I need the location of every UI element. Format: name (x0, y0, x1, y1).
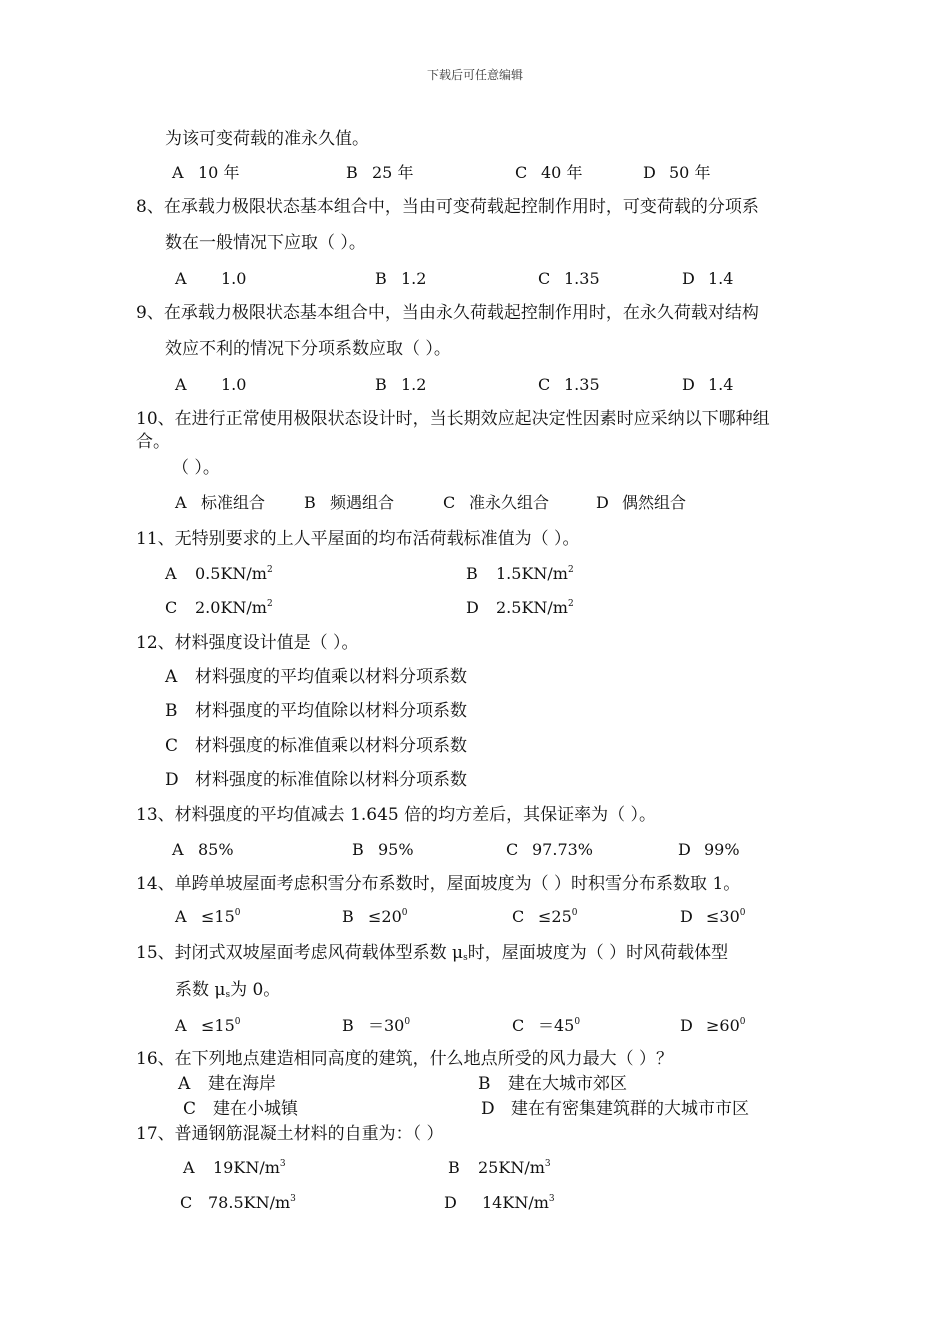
question-8-option-a: A 1.0 (175, 269, 247, 288)
question-12-option-c: C 材料强度的标准值乘以材料分项系数 (165, 736, 467, 756)
question-14-option-b: $B \le 20^0$ (342, 907, 408, 926)
question-10-option-d: D 偶然组合 (596, 493, 687, 512)
question-15-option-b: $B =30^0$ (342, 1016, 411, 1035)
question-15-option-d: $D \ge 60^0$ (680, 1016, 746, 1035)
question-14-option-c: $C \le 25^0$ (512, 907, 578, 926)
question-9-text: 9、在承载力极限状态基本组合中，当由永久荷载起控制作用时，在永久荷载对结构 (136, 303, 759, 323)
question-7-option-c: C 40 年 (515, 163, 583, 182)
question-12-option-b: B 材料强度的平均值除以材料分项系数 (165, 701, 467, 721)
question-11-option-a: A $0.5KN/m^2$ (165, 564, 273, 583)
question-10-text: 10、在进行正常使用极限状态设计时，当长期效应起决定性因素时应采纳以下哪种组 (136, 409, 770, 429)
question-14-option-d: $D \le 30^0$ (680, 907, 746, 926)
question-15-text-2: 系数 $\mu_s$为 0。 (175, 980, 281, 1000)
question-16-option-c: C 建在小城镇 (183, 1099, 298, 1119)
question-12-option-a: A 材料强度的平均值乘以材料分项系数 (165, 667, 467, 687)
question-17-option-d: D $14KN/m^3$ (444, 1193, 555, 1212)
question-10-option-b: B 频遇组合 (304, 493, 395, 512)
question-7-option-b: B 25 年 (346, 163, 414, 182)
question-16-text: 16、在下列地点建造相同高度的建筑，什么地点所受的风力最大（ ）？ (136, 1049, 674, 1069)
question-10-option-c: C 准永久组合 (443, 493, 550, 512)
question-11-option-d: D $2.5KN/m^2$ (466, 598, 574, 617)
question-17-option-a: A $19KN/m^3$ (183, 1158, 286, 1177)
question-13-option-c: C 97.73% (506, 840, 594, 859)
question-10-text-2: 合。 (136, 432, 170, 452)
question-7-option-a: A 10 年 (172, 163, 240, 182)
question-10-text-3: （ ）。 (172, 458, 220, 478)
question-8-option-d: D 1.4 (682, 269, 734, 288)
question-17-text: 17、普通钢筋混凝土材料的自重为：（ ） (136, 1124, 444, 1144)
question-16-option-b: B 建在大城市郊区 (478, 1074, 627, 1094)
question-9-option-b: B 1.2 (375, 375, 427, 394)
question-9-text-2: 效应不利的情况下分项系数应取（ ）。 (165, 339, 451, 359)
question-17-option-c: C $78.5KN/m^3$ (180, 1193, 296, 1212)
question-14-text: 14、单跨单坡屋面考虑积雪分布系数时，屋面坡度为（ ）时积雪分布系数取 1。 (136, 874, 741, 894)
question-9-option-c: C 1.35 (538, 375, 600, 394)
question-13-text: 13、材料强度的平均值减去 1.645 倍的均方差后，其保证率为（ ）。 (136, 805, 657, 825)
question-8-text-2: 数在一般情况下应取（ ）。 (165, 233, 366, 253)
question-11-text: 11、无特别要求的上人平屋面的均布活荷载标准值为（ ）。 (136, 529, 580, 549)
question-16-option-a: A 建在海岸 (178, 1074, 276, 1094)
question-7-option-d: D 50 年 (643, 163, 711, 182)
question-14-option-a: $A \le 15^0$ (175, 907, 241, 926)
page-header: 下载后可任意编辑 (426, 68, 523, 82)
question-13-option-d: D 99% (678, 840, 740, 859)
question-9-option-d: D 1.4 (682, 375, 734, 394)
question-7-continuation: 为该可变荷载的准永久值。 (165, 129, 369, 149)
question-11-option-c: C $2.0KN/m^2$ (165, 598, 273, 617)
question-15-option-c: $C =45^0$ (512, 1016, 581, 1035)
question-15-text: 15、封闭式双坡屋面考虑风荷载体型系数 $\mu_s$时，屋面坡度为（ ）时风荷载体型 (136, 943, 729, 963)
question-13-option-a: A 85% (172, 840, 234, 859)
question-12-option-d: D 材料强度的标准值除以材料分项系数 (165, 770, 467, 790)
question-17-option-b: B $25KN/m^3$ (448, 1158, 551, 1177)
question-8-option-b: B 1.2 (375, 269, 427, 288)
question-10-option-a: A 标准组合 (175, 493, 266, 512)
question-11-option-b: B $1.5KN/m^2$ (466, 564, 574, 583)
question-9-option-a: A 1.0 (175, 375, 247, 394)
question-12-text: 12、材料强度设计值是（ ）。 (136, 633, 359, 653)
question-13-option-b: B 95% (352, 840, 414, 859)
question-15-option-a: $A \le 15^0$ (175, 1016, 241, 1035)
question-8-option-c: C 1.35 (538, 269, 600, 288)
question-8-text: 8、在承载力极限状态基本组合中，当由可变荷载起控制作用时，可变荷载的分项系 (136, 197, 759, 217)
question-16-option-d: D 建在有密集建筑群的大城市市区 (481, 1099, 749, 1119)
